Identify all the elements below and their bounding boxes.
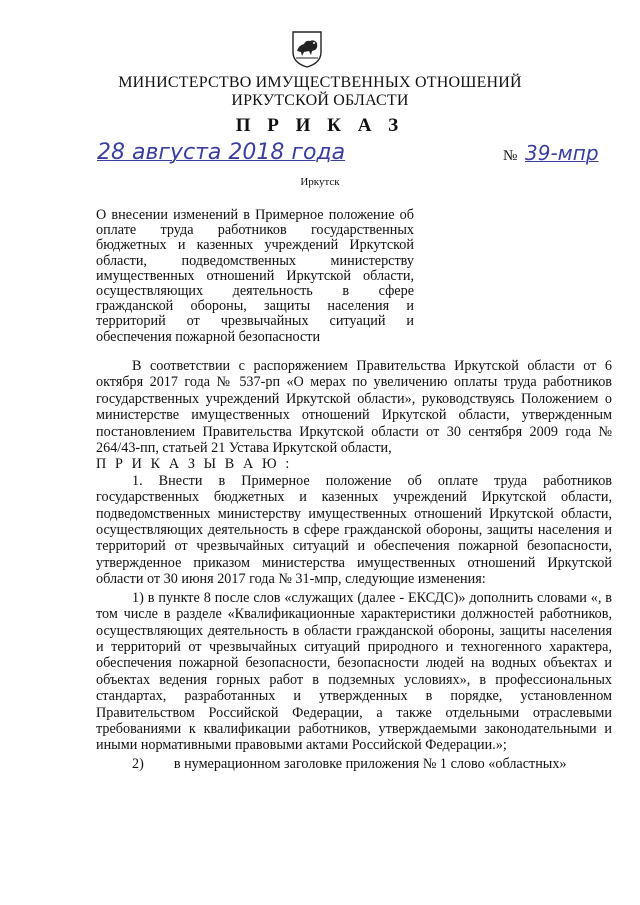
subitem-1-paragraph: 1) в пункте 8 после слов «служащих (далее - ЕКСДС)» дополнить словами «, в том числе в разделе «Квалификационные характеристики должностей работников, осуществляющих деятельность в области гражданской обороны, защиты населения и территорий от чрезвычайных ситуаций природного и техногенного характера, обеспечения пожарной безопасности, безопасности людей на водных объектах и объектах ведения горных работ в подземных условиях», в профессиональных стандартах, разработанных и утвержденных в порядке, установленном Правительством Российской Федерации, а также отдельными отраслевыми требованиями к квалификации работников, утверждаемыми законодательными и иными нормативными правовыми актами Российской Федерации.»;: [96, 589, 612, 754]
coat-of-arms-icon: [290, 30, 324, 68]
subitem-2-number: 2): [132, 755, 144, 772]
order-number-handwritten: 39-мпр: [525, 141, 599, 165]
ministry-header: [0, 74, 640, 110]
order-number-sign: №: [503, 148, 518, 164]
order-date-handwritten: 28 августа 2018 года: [97, 140, 346, 165]
item-1-paragraph: 1. Внести в Примерное положение об оплате труда работников государственных бюджетных и казенных учреждений Иркутской области, подведомственных министерству имущественных отношений Иркутской области, осуществляющих деятельность в сфере гражданской обороны, защиты населения и территорий от чрезвычайных ситуаций и обеспечения пожарной безопасности, утвержденное приказом министерства имущественных отношений Иркутской области от 30 июня 2017 года № 31-мпр, следующие изменения:: [96, 472, 612, 588]
ministry-name-line2: ИРКУТСКОЙ ОБЛАСТИ: [231, 92, 409, 109]
decree-word: П Р И К А З Ы В А Ю :: [96, 456, 292, 473]
preamble-paragraph: В соответствии с распоряжением Правительства Иркутской области от 6 октября 2017 года № 537-рп «О мерах по увеличению оплаты труда работников государственных учреждений Иркутской области», руководствуясь Положением о министерстве имущественных отношений Иркутской области, утвержденным постановлением Правительства Иркутской области от 30 сентября 2009 года № 264/43-пп, статьей 21 Устава Иркутской области,: [96, 358, 612, 457]
subitem-2-text: в нумерационном заголовке приложения № 1 слово «областных»: [173, 755, 567, 772]
city-label: Иркутск: [300, 176, 340, 188]
order-subject: О внесении изменений в Примерное положение об оплате труда работников государственных бюджетных и казенных учреждений Иркутской области, подведомственных министерству имущественных отношений Иркутской области, осуществляющих деятельность в сфере гражданской обороны, защиты населения и территорий от чрезвычайных ситуаций и обеспечения пожарной безопасности: [96, 207, 414, 345]
ministry-name-line1: МИНИСТЕРСТВО ИМУЩЕСТВЕННЫХ ОТНОШЕНИЙ: [118, 74, 522, 91]
order-title: П Р И К А З: [235, 115, 405, 136]
order-body: [96, 358, 612, 772]
subitem-2-paragraph: [96, 756, 612, 772]
